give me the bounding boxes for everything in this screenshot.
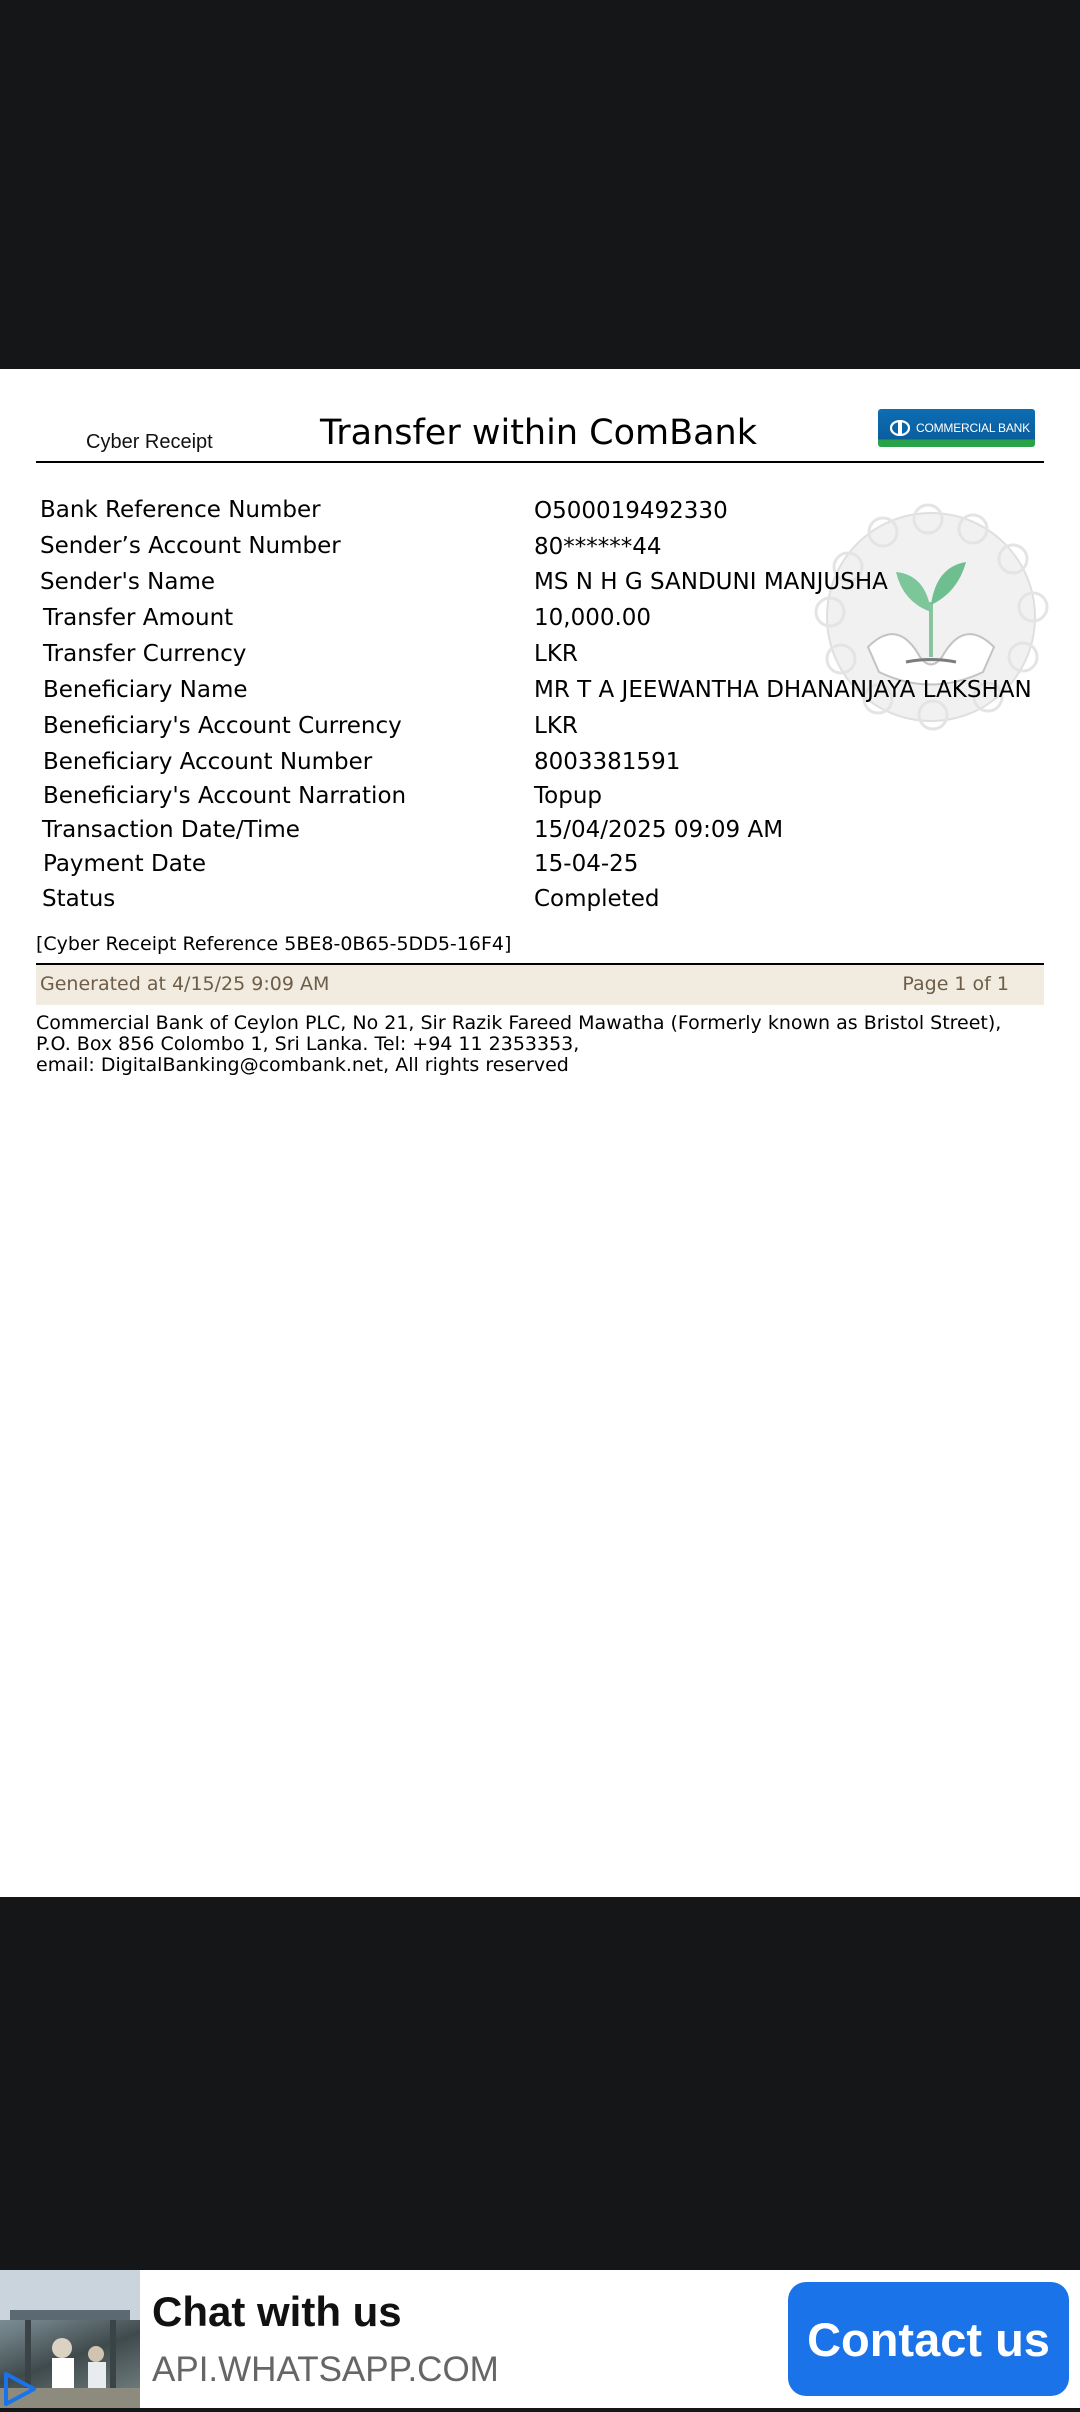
- payment-date-value: 15-04-25: [534, 851, 639, 877]
- transfer-amount-value: 10,000.00: [534, 605, 652, 631]
- sender-account-number-label: Sender’s Account Number: [40, 533, 341, 559]
- transfer-currency-label: Transfer Currency: [43, 641, 247, 667]
- transaction-date-time-label: Transaction Date/Time: [42, 817, 300, 843]
- sender-name-label: Sender's Name: [40, 569, 216, 595]
- ad-banner[interactable]: [0, 2270, 1080, 2408]
- top-dark-area: [0, 0, 1080, 369]
- contact-us-button[interactable]: Contact us: [788, 2282, 1069, 2396]
- ad-title[interactable]: Chat with us: [152, 2288, 402, 2335]
- transfer-currency-value: LKR: [534, 641, 578, 667]
- sender-name-value: MS N H G SANDUNI MANJUSHA: [534, 569, 888, 595]
- sender-account-number-value: 80******44: [534, 534, 662, 560]
- title-divider: [36, 461, 1044, 463]
- bank-logo-text: COMMERCIAL BANK: [916, 421, 1030, 435]
- commercial-bank-logo: [878, 409, 1035, 447]
- cyber-receipt: [0, 369, 1080, 1897]
- beneficiary-account-currency-value: LKR: [534, 713, 578, 739]
- ad-url[interactable]: API.WHATSAPP.COM: [152, 2350, 499, 2389]
- footer-address-line-1: Commercial Bank of Ceylon PLC, No 21, Sir Razik Fareed Mawatha (Formerly known as Bristol Street),: [36, 1012, 1002, 1034]
- bank-reference-number-value: O500019492330: [534, 498, 728, 524]
- generated-at-text: Generated at 4/15/25 9:09 AM: [40, 973, 330, 995]
- receipt-title: Transfer within ComBank: [320, 413, 758, 453]
- transfer-amount-label: Transfer Amount: [43, 605, 234, 631]
- beneficiary-account-narration-label: Beneficiary's Account Narration: [43, 783, 407, 809]
- footer-email-line: email: DigitalBanking@combank.net, All rights reserved: [36, 1054, 569, 1076]
- cyber-receipt-label: Cyber Receipt: [86, 431, 213, 453]
- footer-address-line-2: P.O. Box 856 Colombo 1, Sri Lanka. Tel: +94 11 2353353,: [36, 1033, 580, 1055]
- cyber-receipt-reference: [Cyber Receipt Reference 5BE8-0B65-5DD5-16F4]: [36, 933, 512, 955]
- status-label: Status: [42, 886, 116, 912]
- generated-bar: [36, 965, 1044, 1005]
- status-value: Completed: [534, 886, 660, 912]
- bottom-dark-area: [0, 1897, 1080, 2270]
- page-number-text: Page 1 of 1: [902, 973, 1009, 995]
- bank-reference-number-label: Bank Reference Number: [40, 497, 321, 523]
- beneficiary-account-number-label: Beneficiary Account Number: [43, 749, 373, 775]
- beneficiary-account-number-value: 8003381591: [534, 749, 681, 775]
- bank-mark-icon: [890, 420, 910, 436]
- beneficiary-name-value: MR T A JEEWANTHA DHANANJAYA LAKSHAN: [534, 677, 1032, 703]
- payment-date-label: Payment Date: [43, 851, 206, 877]
- transaction-date-time-value: 15/04/2025 09:09 AM: [534, 817, 784, 843]
- beneficiary-account-currency-label: Beneficiary's Account Currency: [43, 713, 402, 739]
- beneficiary-account-narration-value: Topup: [534, 783, 602, 809]
- ad-play-icon[interactable]: [0, 2370, 40, 2408]
- beneficiary-name-label: Beneficiary Name: [43, 677, 248, 703]
